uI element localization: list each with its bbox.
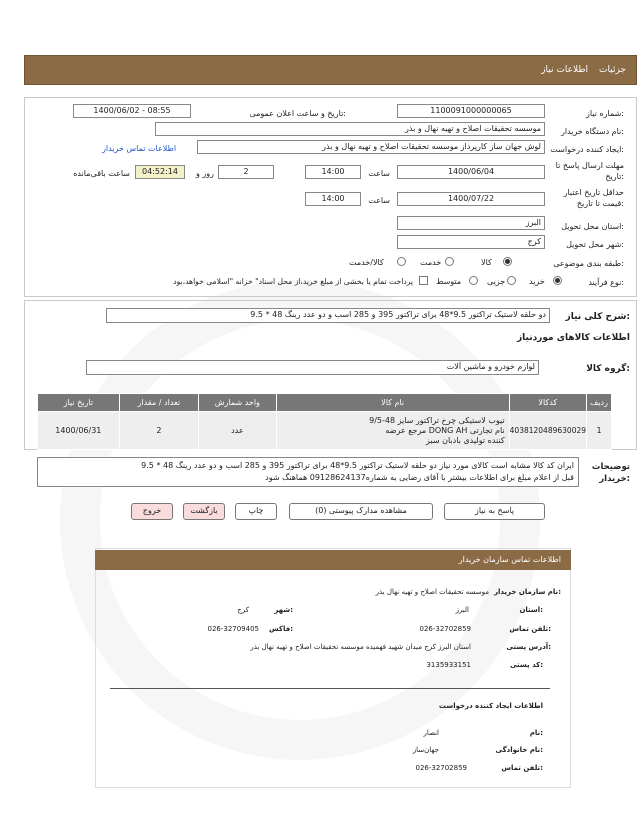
radio-buy-label: خرید [529,277,545,286]
summary-field: دو حلقه لاستیک تراکتور 9.5*48 برای تراکتور 395 و 285 اسب و دو عدد رینگ 48 * 9.5 [106,308,550,323]
creator-title: اطلاعات ایجاد کننده درخواست [438,702,543,710]
cell-name-line2: نام تجارتی DONG AH مرجع عرضه [385,425,505,435]
tab-details[interactable]: جزئیات [599,65,626,75]
creator-label: ایجاد کننده درخواست: [550,145,624,154]
contact-divider [110,688,550,689]
days-field: 2 [218,165,274,179]
process-label: نوع فرآیند: [588,278,624,287]
table-row [38,412,612,450]
radio-medium[interactable] [469,276,478,285]
deadline-time-label: ساعت [368,169,390,178]
cell-date: 1400/06/31 [38,412,120,450]
cell-name-line1: تیوب لاستیکی چرخ تراکتور سایز 48-9/5 [369,415,505,425]
radio-medium-label: متوسط [436,277,462,286]
cell-name [276,412,509,450]
tab-need-info[interactable]: اطلاعات نیاز [541,65,588,75]
creator-family-label: نام خانوادگی: [495,746,543,754]
category-label: طبقه بندی موضوعی: [553,259,624,268]
creator-phone-label: تلفن تماس: [501,764,543,772]
radio-service-label: خدمت [420,258,442,267]
announce-label: تاریخ و ساعت اعلان عمومی: [249,109,346,118]
remaining-label: ساعت باقی‌مانده [73,169,130,178]
postal-value: 3135933151 [426,661,471,669]
col-name: نام کالا [276,394,509,412]
validity-date-field: 1400/07/22 [397,192,545,206]
province-field: البرز [397,216,545,230]
cell-qty: 2 [119,412,198,450]
goods-info-title: اطلاعات کالاهای موردنیاز [516,333,630,343]
contact-province-value: البرز [455,606,469,614]
payment-note: پرداخت تمام یا بخشی از مبلغ خرید،از محل اسناد" خزانه "اسلامی خواهد،بود [173,277,413,286]
buyer-notes-line1: ایران کد کالا مشابه است کالای مورد نیاز دو حلقه لاستیک تراکتور 9.5*48 برای تراکتور 395 و 285 اسب و دو عدد رینگ 48 * 9.5 [141,461,574,470]
goods-table [37,393,612,450]
postal-label: کد پستی: [509,661,543,669]
radio-service[interactable] [445,257,454,266]
address-label: آدرس پستی: [506,643,551,651]
address-value: استان البرز کرج میدان شهید فهمیده موسسه تحقیقات اصلاح و تهیه نهال بذر [250,643,471,651]
contact-title: اطلاعات تماس سازمان خریدار [458,555,561,564]
creator-name-label: نام: [529,729,543,737]
cell-name-line3: کننده تولیدی بادبان سبز [426,435,505,445]
creator-family-value: جهان‌ساز [412,746,439,754]
city-field: کرج [397,235,545,249]
col-index: ردیف [587,394,612,412]
creator-name-value: انصار [423,729,439,737]
buyer-label: نام دستگاه خریدار: [560,127,624,136]
buyer-contact-link[interactable]: اطلاعات تماس خریدار [102,144,177,153]
goods-group-field: لوازم خودرو و ماشین آلات [86,360,539,375]
need-no-label: شماره نیاز: [585,109,624,118]
radio-goods[interactable] [503,257,512,266]
deadline-date-field: 1400/06/04 [397,165,545,179]
contact-title-bar [95,550,571,570]
city-label: شهر محل تحویل: [566,240,624,249]
cell-code: 4038120489630029 [509,412,586,450]
contact-fax-label: فاکس: [269,625,293,633]
need-no-field: 1100091000000065 [397,104,545,118]
announce-field: 1400/06/02 - 08:55 [73,104,191,118]
buyer-notes-line2: قبل از اعلام مبلغ برای اطلاعات بیشتر با آقای رضایی به شماره09128624137 هماهنگ شود [265,473,574,482]
contact-fax-value: 026-32709405 [207,625,259,633]
cell-unit: عدد [199,412,277,450]
creator-phone-value: 026-32702859 [415,764,467,772]
remaining-field: 04:52:14 [135,165,185,179]
radio-buy[interactable] [553,276,562,285]
validity-time-field: 14:00 [305,192,361,206]
col-code: کدکالا [509,394,586,412]
contact-city-label: شهر: [274,606,293,614]
summary-label: شرح کلی نیاز: [565,312,630,322]
back-button[interactable]: بازگشت [183,503,225,520]
province-label: استان محل تحویل: [561,222,624,231]
col-date: تاریخ نیاز [38,394,120,412]
radio-goods-label: کالا [481,258,492,267]
validity-time-label: ساعت [368,196,390,205]
attachments-button[interactable]: مشاهده مدارک پیوستی (0) [289,503,433,520]
days-label: روز و [196,169,214,178]
buyer-notes-label: توضیحات خریدار: [591,462,630,484]
print-button[interactable]: چاپ [235,503,277,520]
radio-partial-label: جزیی [487,277,506,286]
col-qty: تعداد / مقدار [119,394,198,412]
cell-index: 1 [587,412,612,450]
radio-goods-service-label: کالا/خدمت [349,258,384,267]
radio-goods-service[interactable] [397,257,406,266]
contact-city-value: کرج [237,606,249,614]
treasury-checkbox[interactable] [419,276,428,285]
deadline-label: مهلت ارسال پاسخ تا تاریخ: [555,161,624,181]
exit-button[interactable]: خروج [131,503,173,520]
buyer-field: موسسه تحقیقات اصلاح و تهیه نهال و بذر [155,122,545,136]
radio-partial[interactable] [507,276,516,285]
goods-group-label: گروه کالا: [586,364,630,374]
contact-phone-value: 026-32702859 [419,625,471,633]
contact-phone-label: تلفن تماس: [509,625,551,633]
creator-field: لوش جهان ساز کارپرداز موسسه تحقیقات اصلاح و تهیه نهال و بذر [197,140,545,154]
buyer-notes-field [37,457,579,487]
org-label: نام سازمان خریدار: [493,588,561,596]
validity-label: حداقل تاریخ اعتبار قیمت تا تاریخ: [563,188,624,208]
contact-province-label: استان: [519,606,543,614]
page-header [24,55,637,85]
reply-button[interactable]: پاسخ به نیاز [444,503,545,520]
col-unit: واحد شمارش [199,394,277,412]
deadline-time-field: 14:00 [305,165,361,179]
org-value: موسسه تحقیقات اصلاح و تهیه نهال بذر [375,588,489,596]
